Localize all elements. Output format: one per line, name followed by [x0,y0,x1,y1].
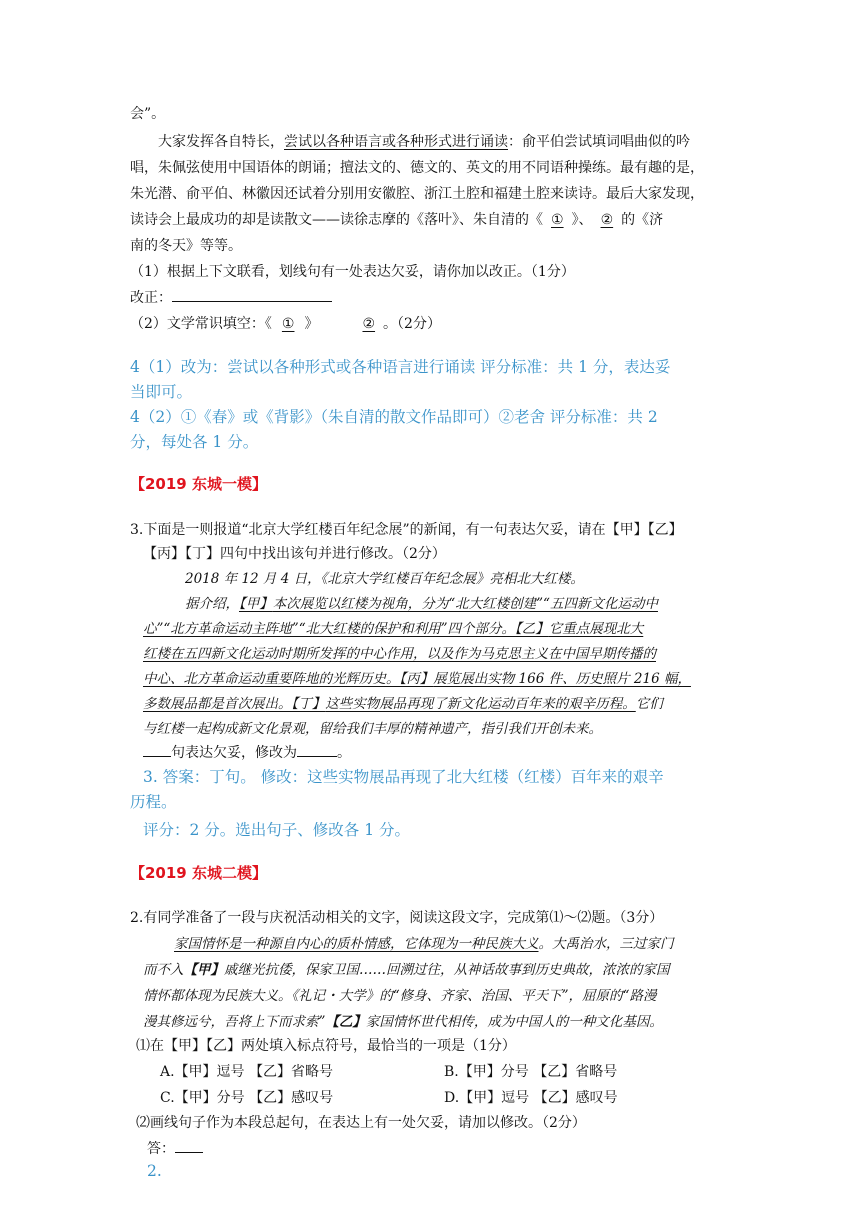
fill-blank-1: ① [551,212,564,228]
text-line: 会”。 [130,106,166,122]
answer-number: 2. [147,1162,162,1180]
fill-blank-2: ② [362,316,376,332]
answer-blank [297,742,337,757]
text-segment: 句表达欠妥，修改为 [171,745,297,761]
passage-line [143,958,670,978]
question-line: 2.有同学准备了一段与庆祝活动相关的文字，阅读这段文字，完成第⑴～⑵题。（3分） [130,910,664,926]
marker-jia: 【甲】 [239,596,273,612]
answer-line: 历程。 [130,793,177,811]
underlined-text: 中心、北方革命运动重要阵地的光辉历史。 [143,671,400,687]
answer-line: 4（2）①《春》或《背影》（朱自清的散文作品即可）②老舍 评分标准：共 2 [130,408,658,426]
underlined-sentence: 家国情怀是一种源自内心的质朴情感，它体现为一种民族大义 [174,936,539,952]
passage-line [143,1010,663,1030]
text-segment: 漫其修远兮，吾将上下而求索” [143,1014,326,1030]
text-segment: 》 [304,316,319,332]
passage-line: 情怀都体现为民族大义。《礼记・大学》的“修身、齐家、治国、平天下”，屈原的“路漫 [143,988,657,1004]
marker-bing: 【丙】 [399,671,434,687]
text-segment: 据介绍， [185,596,239,612]
passage-line [143,667,691,687]
answer-blank [175,1138,203,1153]
underlined-text: 这些实物展品再现了新文化运动百年来的艰辛历程。 [325,696,636,712]
answer-blank [172,287,332,302]
text-segment: 的《济 [621,212,664,228]
text-segment: 读诗会上最成功的却是读散文——读徐志摩的《落叶》、朱自清的《 [130,212,543,228]
answer-line [147,1138,203,1158]
answer-label: 答： [147,1141,175,1157]
fill-blank-2: ② [600,212,614,228]
answer-line: 当即可。 [130,383,193,401]
paragraph-line [130,209,663,229]
underlined-text: 心”“北方革命运动主阵地”“北大红楼的保护和利用”四个部分。 [143,621,516,637]
passage-line [143,692,663,712]
answer-line: 评分：2 分。选出句子、修改各 1 分。 [143,821,411,839]
text-segment: 大家发挥各自特长， [158,134,284,150]
passage-line [143,642,656,662]
option-a: A.【甲】逗号 【乙】省略号 [160,1064,334,1080]
text-segment: 家国情怀世代相传，成为中国人的一种文化基因。 [365,1014,663,1030]
answer-blank [143,742,171,757]
text-segment: 。大禹治水，三过家门 [538,936,674,952]
text-segment: 。 [337,745,351,761]
marker-jia: 【甲】 [183,962,224,978]
text-segment: 》、 [571,212,593,228]
question-line: 3.下面是一则报道“北京大学红楼百年纪念展”的新闻，有一句表达欠妥，请在【甲】【乙】 [130,522,683,538]
section-heading: 【2019 东城二模】 [130,864,267,882]
text-segment: 戚继光抗倭，保家卫国……回溯过往，从神话故事到历史典故，浓浓的家国 [224,962,670,978]
answer-line: 4（1）改为：尝试以各种形式或各种语言进行诵读 评分标准：共 1 分，表达妥 [130,358,671,376]
answer-line: 3. 答案：丁句。 修改：这些实物展品再现了北大红楼（红楼）百年来的艰辛 [143,768,664,786]
answer-prompt [143,742,351,762]
text-segment: ：俞平伯尝试填词唱曲似的吟 [508,134,690,150]
text-segment: 而不入 [143,962,184,978]
passage-line: 2018 年 12 月 4 日，《北京大学红楼百年纪念展》亮相北大红楼。 [185,571,584,587]
paragraph-line: 唱，朱佩弦使用中国语体的朗诵；擅法文的、德文的、英文的用不同语种操练。最有趣的是， [130,160,704,176]
passage-line [185,592,658,612]
text-segment: （2）文学常识填空：《 [130,316,272,332]
paragraph-line: 南的冬天》等等。 [130,238,242,254]
sub-question-2: ⑵画线句子作为本段总起句，在表达上有一处欠妥，请加以修改。（2分） [136,1115,586,1131]
option-d: D.【甲】逗号 【乙】感叹号 [444,1090,618,1106]
fix-label: 改正： [130,290,172,306]
question-2 [130,313,441,333]
sub-question-1: ⑴在【甲】【乙】两处填入标点符号，最恰当的一项是（1分） [136,1038,516,1054]
paragraph-line: 朱光潜、俞平伯、林徽因还试着分别用安徽腔、浙江土腔和福建土腔来读诗。最后大家发现， [130,186,704,202]
underlined-text: 它重点展现北大 [548,621,644,637]
question-1: （1）根据上下文联看，划线句有一处表达欠妥，请你加以改正。（1分） [130,264,575,280]
passage-line: 与红楼一起构成新文化景观，留给我们丰厚的精神遗产，指引我们开创未来。 [143,721,602,737]
marker-ding: 【丁】 [291,696,326,712]
underlined-text: 红楼在五四新文化运动时期所发挥的中心作用，以及作为马克思主义在中国早期传播的 [143,646,656,662]
question-line: 【丙】【丁】四句中找出该句并进行修改。（2分） [143,546,446,562]
section-heading: 【2019 东城一模】 [130,475,267,493]
underlined-sentence: 尝试以各种语言或各种形式进行诵读 [284,134,508,150]
marker-yi: 【乙】 [515,621,549,637]
passage-line [174,932,674,952]
answer-line: 分，每处各 1 分。 [130,433,259,451]
option-b: B.【甲】分号 【乙】省略号 [444,1064,618,1080]
paragraph-line [158,131,690,151]
fill-blank-1: ① [281,316,295,332]
option-c: C.【甲】分号 【乙】感叹号 [160,1090,334,1106]
text-segment: 。（2分） [383,316,441,332]
underlined-text: 本次展览以红楼为视角，分为“北大红楼创建”“五四新文化运动中 [272,596,658,612]
marker-yi: 【乙】 [325,1014,366,1030]
fix-line [130,287,332,307]
underlined-text: 展览展出实物 166 件、历史照片 216 幅， [433,671,691,687]
text-segment: 它们 [635,696,663,712]
passage-line [143,617,643,637]
underlined-text: 多数展品都是首次展出。 [143,696,292,712]
